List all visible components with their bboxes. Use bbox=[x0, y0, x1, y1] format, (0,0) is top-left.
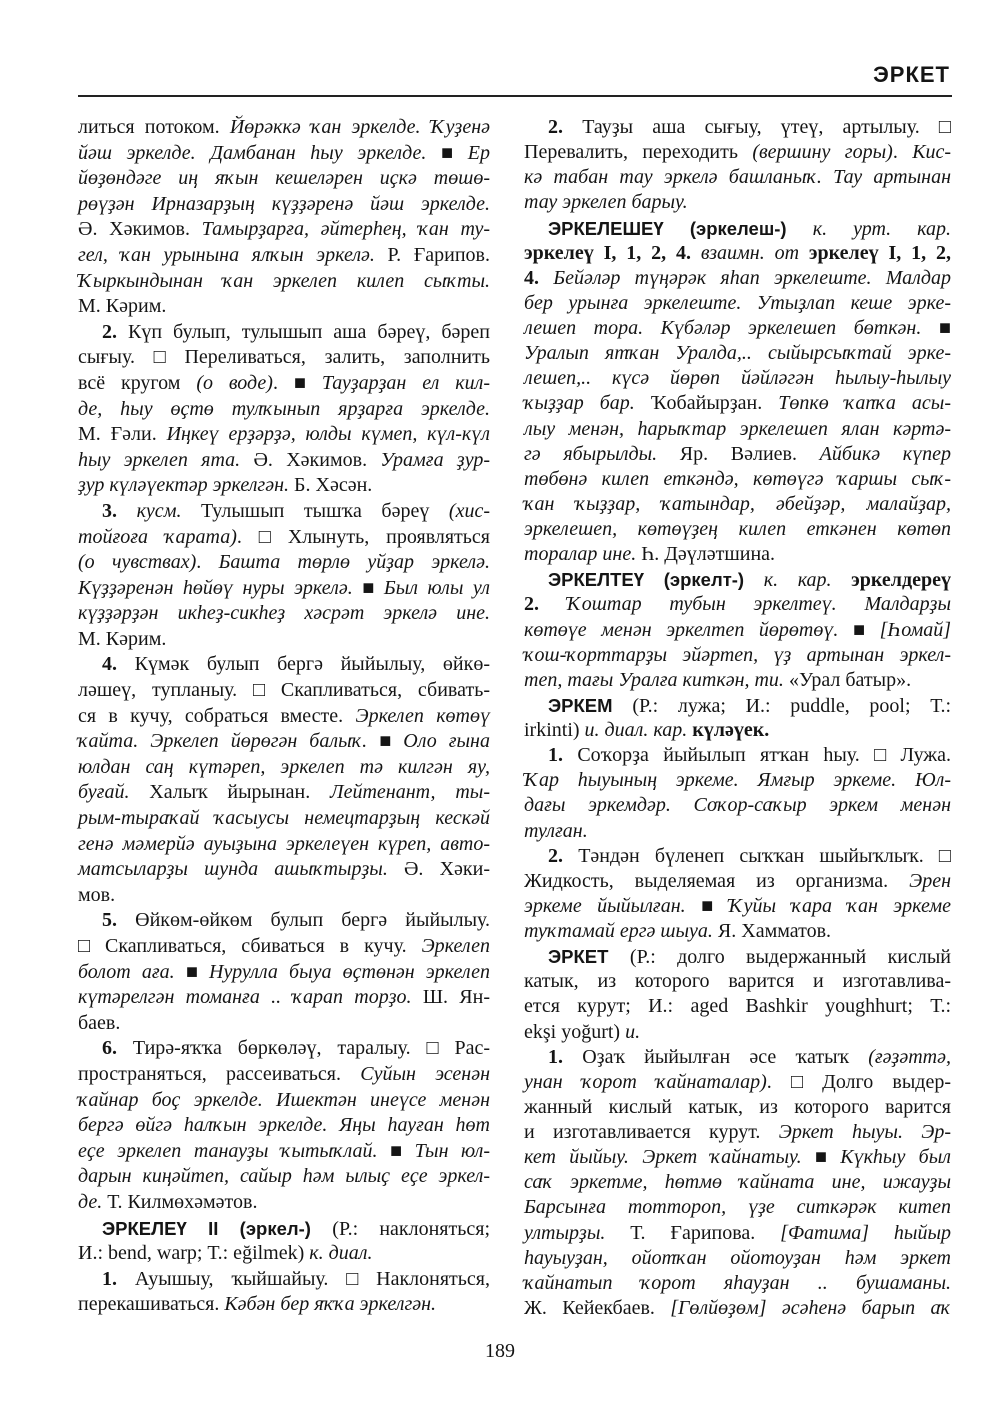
roman-text: М. Ғәли. bbox=[78, 423, 167, 446]
text-line bbox=[78, 1036, 490, 1062]
roman-text: Перевалить, переходить bbox=[524, 141, 753, 164]
text-line bbox=[524, 1095, 951, 1120]
italic-text: (хис- bbox=[448, 499, 490, 522]
text-line bbox=[78, 1190, 490, 1216]
italic-text: (вершину горы) bbox=[752, 141, 893, 164]
italic-text: [Һомай] bbox=[879, 618, 951, 641]
italic-text: (ғәҙәттә, bbox=[868, 1045, 952, 1068]
headword: ЭРКЕЛЕШЕҮ (эркелеш-) bbox=[548, 217, 813, 239]
italic-text: ҡан ҡыҙҙар, ҡатындар, әбейҙәр, малайҙар, bbox=[524, 492, 951, 515]
roman-text: (Р.: долго выдержанный кислый bbox=[629, 946, 951, 969]
italic-text: ҙур күләүектәр эркелгән. bbox=[78, 474, 295, 497]
text-line bbox=[78, 601, 490, 627]
roman-text: Тулышып тышҡа бәреү bbox=[201, 499, 449, 522]
text-line bbox=[78, 525, 490, 551]
italic-text: к. кар. bbox=[763, 569, 852, 592]
italic-text: (о чувствах) bbox=[78, 551, 197, 574]
text-line bbox=[78, 115, 490, 141]
roman-text: «Урал батыр». bbox=[788, 668, 912, 691]
headword: ЭРКЕЛТЕҮ (эркелт-) bbox=[548, 569, 764, 591]
italic-text: Суйын эсенән bbox=[360, 1062, 490, 1085]
text-line bbox=[78, 883, 490, 909]
text-line bbox=[78, 960, 490, 986]
roman-text: . □ Долго выдер- bbox=[766, 1070, 951, 1093]
roman-text: пространяться, рассеиваться. bbox=[78, 1062, 361, 1085]
roman-text: И.: bend, warp; Т.: eğilmek) bbox=[78, 1242, 310, 1265]
italic-text: дағы эркемдәр. Соҡор-саҡыр эркем менән bbox=[524, 794, 951, 817]
italic-text: ҡайта. Эркелеп йөрөгән балыҡ. bbox=[78, 730, 380, 753]
italic-text: лыу менән, һарыҡтар эркелешеп ялан кәртә- bbox=[524, 417, 951, 440]
italic-text: ҡайнар боҫ эркелде. Ишектән инеүсе менән bbox=[78, 1088, 490, 1111]
text-line bbox=[524, 1045, 951, 1070]
right-column bbox=[524, 115, 951, 1321]
roman-text: (Р.: наклоняться; bbox=[332, 1217, 490, 1240]
italic-text: саҡ эркетме, һөтмө ҡайната ине, ижауҙы bbox=[524, 1171, 951, 1194]
italic-text: и. bbox=[625, 1020, 641, 1043]
roman-text: М. Кәрим. bbox=[78, 295, 167, 318]
italic-text: юлдан саң күтәреп, эркелеп тә килгән яу, bbox=[78, 755, 490, 778]
italic-text: дарын киңәйтеп, сайыр һәм ылыҫ еҫе эркел- bbox=[78, 1165, 490, 1188]
text-line bbox=[78, 422, 490, 448]
text-line bbox=[78, 397, 490, 423]
dictionary-entry bbox=[524, 693, 951, 743]
roman-text: перекашиваться. bbox=[78, 1293, 225, 1316]
headword: ЭРКЕЛЕҮ II (эркел-) bbox=[102, 1217, 333, 1239]
roman-text: литься потоком. bbox=[78, 116, 230, 138]
dictionary-paragraph bbox=[524, 844, 951, 945]
dictionary-entry bbox=[524, 567, 951, 693]
text-line bbox=[524, 391, 951, 416]
text-line bbox=[524, 693, 951, 718]
italic-text: Бейәләр түңәрәк яһап эркелеште. Малдар bbox=[553, 266, 952, 289]
text-line bbox=[78, 243, 490, 269]
italic-text: һауыуҙан, ойотҡан ойотоуҙан һәм эркет bbox=[524, 1246, 951, 1269]
dictionary-paragraph bbox=[524, 1045, 951, 1321]
text-line bbox=[78, 1011, 490, 1037]
text-line bbox=[524, 1221, 951, 1246]
italic-text: гә ябырылды. bbox=[524, 442, 680, 465]
dictionary-entry bbox=[524, 944, 951, 1045]
roman-text: катык, из которого варится и изготавлива- bbox=[524, 970, 951, 993]
roman-text: ся в кучу, собраться вместе. bbox=[78, 704, 356, 727]
italic-text: туҡтамай ергә шыуа. bbox=[524, 920, 718, 942]
text-line bbox=[524, 793, 951, 818]
bold-text: 2. bbox=[524, 593, 567, 616]
roman-text: мов. bbox=[78, 883, 116, 906]
italic-text: Иңкеү ерҙәрҙә, юлды күмеп, күл-күл bbox=[166, 423, 490, 446]
bold-text: 1. bbox=[102, 1267, 135, 1290]
italic-text: торалар ине. bbox=[524, 543, 642, 566]
bold-text: 2. bbox=[548, 116, 583, 138]
roman-text: Оҙаҡ йыйылған әсе ҡатыҡ bbox=[582, 1045, 869, 1068]
roman-text: Халыҡ йырынан. bbox=[149, 781, 331, 804]
text-line bbox=[524, 140, 951, 165]
left-column bbox=[78, 115, 490, 1318]
italic-text: кусм. bbox=[136, 499, 202, 522]
roman-text: жанный кислый катык, из которого варится bbox=[524, 1095, 951, 1118]
italic-text: Уралып ятҡан Уралда,.. сыйырсыҡтай эрке- bbox=[524, 342, 951, 365]
roman-text: Күп булып, тулышып аша бәреү, бәреп bbox=[128, 320, 491, 343]
text-line bbox=[524, 542, 951, 567]
italic-text: Урамға ҙур- bbox=[380, 448, 490, 471]
roman-text: Тәндән бүленеп сыҡҡан шыйыҡлыҡ. □ bbox=[578, 844, 951, 867]
bold-text: 2. bbox=[102, 320, 129, 343]
italic-text: матсыларҙы шунда ашыҡтырҙы. bbox=[78, 858, 404, 881]
italic-text: Кәбән бер яҡҡа эркелгән. bbox=[224, 1293, 437, 1316]
roman-text: всё кругом bbox=[78, 371, 197, 394]
text-line bbox=[78, 166, 490, 192]
italic-text: бергә өйгә һалҡын эркелде. Яңы һауған һөт bbox=[78, 1114, 490, 1137]
roman-text: и изготавливается курут. bbox=[524, 1121, 779, 1143]
text-line bbox=[524, 492, 951, 517]
roman-text: Жидкость, выделяемая из организма. bbox=[524, 869, 910, 892]
text-line bbox=[524, 341, 951, 366]
text-line bbox=[78, 1139, 490, 1165]
italic-text: эркелешеп, көтөүҙең килеп еткәнен көтөп bbox=[524, 518, 951, 540]
italic-text: күтәрелгән томанға .. ҡарап торҙо. bbox=[78, 986, 423, 1009]
headword: ЭРКЕТ bbox=[548, 946, 630, 968]
text-line bbox=[78, 217, 490, 243]
roman-text: ләшеү, тупланыу. □ Скапливаться, сбивать- bbox=[78, 679, 490, 702]
italic-text: ултырҙы. bbox=[524, 1221, 631, 1244]
roman-text: Ә. Хәки- bbox=[403, 858, 490, 881]
roman-text: ■ bbox=[938, 317, 951, 339]
text-line bbox=[524, 567, 951, 592]
text-line bbox=[524, 442, 951, 467]
text-line bbox=[524, 366, 951, 391]
italic-text: Был юлы ул bbox=[383, 576, 490, 599]
roman-text: Күмәк булып бергә йыйылыу, өйкө- bbox=[134, 653, 490, 676]
text-line bbox=[524, 1070, 951, 1095]
bold-text: 1. bbox=[548, 1045, 583, 1068]
italic-text: рөүҙән Ирназарҙың күҙҙәренә йәш эркелде. bbox=[78, 192, 490, 215]
text-line bbox=[524, 969, 951, 994]
headword: ЭРКЕМ bbox=[548, 694, 633, 716]
italic-text: к. диал. bbox=[309, 1242, 373, 1265]
italic-text: йәш эркелде. Дамбанан һыу эркелде. bbox=[78, 141, 442, 164]
italic-text: ҡыҙҙар бар. bbox=[524, 392, 651, 415]
running-head: ЭРКЕТ bbox=[873, 62, 950, 87]
dictionary-paragraph bbox=[78, 908, 490, 1036]
roman-text: Ә. Хәкимов. bbox=[78, 218, 202, 241]
italic-text: Төпкө ҡапҡа асы- bbox=[778, 392, 952, 415]
text-line bbox=[524, 115, 951, 140]
italic-text: Күкһыу был bbox=[840, 1146, 951, 1169]
text-line bbox=[524, 1145, 951, 1170]
bold-text: 6. bbox=[102, 1037, 133, 1060]
roman-text: ■ bbox=[362, 576, 384, 599]
italic-text: Барсынға тоттороп, үҙе ситкәрәк китеп bbox=[524, 1196, 951, 1219]
bold-text: эркелдереү bbox=[851, 569, 952, 592]
text-line bbox=[524, 919, 951, 944]
text-line bbox=[524, 417, 951, 442]
roman-text: □ Скапливаться, сбиваться в кучу. bbox=[78, 935, 422, 957]
text-line bbox=[524, 668, 951, 693]
text-line bbox=[78, 192, 490, 218]
roman-text: ■ bbox=[814, 1146, 841, 1169]
text-line bbox=[524, 190, 951, 215]
text-line bbox=[524, 1170, 951, 1195]
text-line bbox=[78, 473, 490, 499]
text-line bbox=[524, 869, 951, 894]
text-line bbox=[78, 499, 490, 525]
italic-text: де. bbox=[78, 1190, 108, 1213]
text-line bbox=[78, 448, 490, 474]
text-line bbox=[78, 1267, 490, 1293]
roman-text: ■ bbox=[390, 1139, 415, 1162]
dictionary-paragraph bbox=[78, 499, 490, 653]
italic-text: [Гөлйөҙөм] әсәһенә барып аҡ bbox=[670, 1296, 952, 1319]
text-line bbox=[524, 944, 951, 969]
text-line bbox=[524, 291, 951, 316]
italic-text: Ҡуйы ҡара ҡан эркеме bbox=[728, 894, 952, 917]
italic-text: күҙҙәрҙән икһеҙ-сикһеҙ хәсрәт эркелә ине. bbox=[78, 602, 490, 625]
roman-text: Б. Хәсән. bbox=[294, 474, 373, 497]
roman-text: Соҡорҙа йыйылып ятҡан һыу. □ Лужа. bbox=[577, 744, 952, 767]
italic-text: Башта төрлө уйҙар эркелә. bbox=[218, 551, 491, 574]
text-line bbox=[78, 294, 490, 320]
bold-text: 5. bbox=[102, 909, 136, 932]
bold-text: 3. bbox=[102, 499, 137, 522]
roman-text: сығыу. □ Переливаться, залить, заполнить bbox=[78, 346, 490, 369]
italic-text: Оло ғына bbox=[403, 730, 490, 753]
italic-text: Тамырҙарға, әйтерһең, ҡан ту- bbox=[201, 218, 490, 241]
text-line bbox=[78, 1113, 490, 1139]
text-line bbox=[78, 1062, 490, 1088]
dictionary-paragraph bbox=[78, 320, 490, 499]
bold-text: 4. bbox=[102, 653, 135, 676]
text-line bbox=[524, 1296, 951, 1321]
text-line bbox=[78, 908, 490, 934]
italic-text: Ҡыркындынан ҡан эркелеп килеп сыҡты. bbox=[78, 269, 490, 292]
italic-text: генә мәмерйә ауыҙына эркелеүен күреп, авто- bbox=[78, 832, 490, 855]
italic-text: буғай. bbox=[78, 781, 150, 804]
text-line bbox=[78, 832, 490, 858]
text-line bbox=[78, 934, 490, 960]
dictionary-paragraph bbox=[78, 115, 490, 320]
text-line bbox=[78, 985, 490, 1011]
italic-text: де, һыу өҫтө тулҡынып ярҙарға эркелде. bbox=[78, 397, 490, 420]
text-line bbox=[78, 345, 490, 371]
text-line bbox=[524, 844, 951, 869]
text-line bbox=[524, 819, 951, 844]
dictionary-paragraph bbox=[78, 1036, 490, 1215]
text-line bbox=[78, 1164, 490, 1190]
italic-text: Нурулла быуа өҫтөнән эркелеп bbox=[209, 960, 490, 983]
text-line bbox=[524, 592, 951, 617]
bold-text: эркелеү I, 1, 2, bbox=[808, 241, 951, 264]
italic-text: бер урынға эркелеште. Утыҙлап кеше эрке- bbox=[524, 291, 951, 314]
italic-text: Тын юл- bbox=[414, 1139, 490, 1162]
bold-text: 2. bbox=[548, 844, 579, 867]
italic-text: тойғоға ҡарата) bbox=[78, 525, 237, 548]
bold-text: 4. bbox=[524, 266, 554, 289]
header-rule bbox=[78, 95, 952, 97]
italic-text: (о воде) bbox=[196, 371, 273, 394]
text-line bbox=[524, 517, 951, 542]
italic-text: ҡош-ҡорттарҙы эйәртеп, үҙ артынан эркел- bbox=[524, 643, 951, 666]
italic-text: көтөүе менән эркелтеп йөрөтөү. bbox=[524, 618, 853, 641]
italic-text: һыу эркелеп ята. bbox=[78, 448, 254, 471]
italic-text: Эркелеп көтөү bbox=[355, 704, 490, 727]
italic-text: и. диал. кар. bbox=[584, 719, 693, 741]
text-line bbox=[524, 768, 951, 793]
bold-text: эркелеү I, 1, 2, 4. bbox=[524, 241, 701, 264]
roman-text: ■ bbox=[185, 960, 210, 983]
dictionary-paragraph bbox=[524, 743, 951, 844]
text-line bbox=[524, 743, 951, 768]
text-line bbox=[78, 704, 490, 730]
roman-text: (Р.: лужа; И.: puddle, pool; Т.: bbox=[632, 694, 951, 717]
text-line bbox=[524, 241, 951, 266]
text-line bbox=[78, 1216, 490, 1242]
italic-text: Ҡар һыуының эркеме. Ямғыр эркеме. Юл- bbox=[524, 769, 951, 792]
italic-text: төбөнә килеп еткәндә, көтөүгә ҡаршы сыҡ- bbox=[524, 467, 951, 490]
roman-text: Ж. Кейекбаев. bbox=[524, 1296, 671, 1319]
roman-text: Р. Ғарипов. bbox=[387, 243, 490, 266]
italic-text: теп, тағы Уралға киткән, ти. bbox=[524, 668, 789, 691]
text-line bbox=[78, 729, 490, 755]
italic-text: взаимн. от bbox=[700, 241, 809, 264]
roman-text: Т. Килмөхәмәтов. bbox=[107, 1190, 258, 1213]
italic-text: Айбикә күпер bbox=[819, 442, 951, 465]
dictionary-paragraph bbox=[78, 652, 490, 908]
roman-text: Я. Хамматов. bbox=[717, 920, 832, 942]
text-line bbox=[524, 618, 951, 643]
text-line bbox=[78, 678, 490, 704]
italic-text: Ер bbox=[467, 141, 490, 164]
text-line bbox=[524, 316, 951, 341]
italic-text: тулған. bbox=[524, 819, 588, 842]
text-line bbox=[78, 627, 490, 653]
italic-text: лешеп,.. күсә йөрөп йәйләгән һылыу-һылыу bbox=[524, 367, 951, 390]
italic-text: унан ҡорот ҡайнаталар) bbox=[524, 1070, 767, 1093]
italic-text: Эрен bbox=[909, 869, 951, 892]
italic-text: кет йыйыу. Эркет ҡайнатыу. bbox=[524, 1146, 815, 1169]
roman-text: . bbox=[196, 551, 219, 574]
roman-text: ■ bbox=[441, 141, 468, 164]
text-line bbox=[78, 1241, 490, 1267]
text-line bbox=[78, 576, 490, 602]
roman-text: баев. bbox=[78, 1011, 121, 1034]
italic-text: йөҙөндәге иң яҡын кешеләрен иҫкә төшө- bbox=[78, 167, 490, 190]
italic-text: Лейтенант, ты- bbox=[330, 781, 490, 804]
roman-text: ■ bbox=[379, 730, 404, 753]
italic-text: еҫе эркелеп танауҙы ҡытыҡлай. bbox=[78, 1139, 391, 1162]
text-line bbox=[524, 1246, 951, 1271]
roman-text: . bbox=[892, 141, 913, 164]
roman-text: Ауышыу, ҡыйшайыу. □ Наклоняться, bbox=[134, 1267, 490, 1290]
text-line bbox=[524, 467, 951, 492]
text-line bbox=[524, 643, 951, 668]
text-line bbox=[78, 755, 490, 781]
text-line bbox=[78, 652, 490, 678]
dictionary-entry bbox=[524, 216, 951, 568]
roman-text: Тирә-яҡҡа бөркөләү, таралыу. □ Рас- bbox=[132, 1037, 490, 1060]
text-line bbox=[524, 1195, 951, 1220]
italic-text: Эркет һыуы. Эр- bbox=[778, 1121, 952, 1143]
italic-text: рым-тыраҡай ҡасыусы немецтарҙың кескәй bbox=[78, 807, 490, 830]
roman-text: Һ. Дәүләтшина. bbox=[641, 543, 776, 566]
text-line bbox=[78, 857, 490, 883]
dictionary-entry bbox=[78, 1216, 490, 1267]
italic-text: гел, ҡан урынына ялҡын эркелә. bbox=[78, 243, 388, 266]
page-number: 189 bbox=[485, 1340, 515, 1362]
roman-text: Яр. Вәлиев. bbox=[679, 442, 820, 465]
roman-text: . □ Хлынуть, проявляться bbox=[236, 525, 490, 548]
roman-text: Тауҙы аша сығыу, үтеү, артылыу. □ bbox=[582, 116, 952, 138]
text-line bbox=[524, 1020, 951, 1045]
text-line bbox=[524, 718, 951, 743]
roman-text: Ҡобайырҙан. bbox=[650, 392, 779, 415]
text-line bbox=[78, 1088, 490, 1114]
text-line bbox=[78, 806, 490, 832]
dictionary-paragraph bbox=[524, 115, 951, 216]
italic-text: Ҡоштар тубын эркелтеү. Малдарҙы bbox=[566, 593, 952, 616]
text-line bbox=[524, 266, 951, 291]
roman-text: Өйкөм-өйкөм булып бергә йыйылыу. bbox=[135, 909, 491, 932]
italic-text: к. урт. кар. bbox=[812, 217, 951, 240]
text-line bbox=[524, 1271, 951, 1296]
roman-text: Ә. Хәкимов. bbox=[253, 448, 381, 471]
italic-text: болот аға. bbox=[78, 960, 186, 983]
bold-text: күләүек. bbox=[692, 719, 770, 741]
roman-text: irkinti) bbox=[524, 719, 585, 741]
italic-text: Эркелеп bbox=[421, 935, 490, 957]
text-line bbox=[78, 141, 490, 167]
text-line bbox=[524, 1120, 951, 1145]
text-line bbox=[78, 320, 490, 346]
italic-text: Йөрәккә ҡан эркелде. Ҡуҙенә bbox=[229, 116, 490, 138]
italic-text: тау эркелеп барыу. bbox=[524, 191, 688, 214]
roman-text: ■ bbox=[701, 894, 729, 917]
text-line bbox=[78, 371, 490, 397]
text-line bbox=[524, 216, 951, 241]
roman-text: ется курут; И.: aged Bashkir youghhurt; Т.: bbox=[524, 995, 951, 1018]
text-line bbox=[524, 994, 951, 1019]
roman-text: . ■ bbox=[272, 371, 322, 394]
italic-text: кә табан тау эркелә башланыҡ. Тау артынан bbox=[524, 166, 951, 189]
text-line bbox=[78, 1292, 490, 1318]
text-line bbox=[78, 550, 490, 576]
text-line bbox=[524, 894, 951, 919]
italic-text: [Фатима] һыйыр bbox=[780, 1221, 951, 1244]
roman-text: Ш. Ян- bbox=[422, 986, 490, 1009]
text-line bbox=[524, 165, 951, 190]
italic-text: Кис- bbox=[912, 141, 952, 164]
text-line bbox=[78, 269, 490, 295]
roman-text: ■ bbox=[852, 618, 880, 641]
bold-text: 1. bbox=[548, 744, 578, 767]
text-line bbox=[78, 780, 490, 806]
roman-text: Т. Ғарипова. bbox=[630, 1221, 781, 1244]
dictionary-paragraph bbox=[78, 1267, 490, 1318]
italic-text: эркеме йыйылған. bbox=[524, 894, 702, 917]
italic-text: лешеп тора. Күбәләр эркелешеп бөткән. bbox=[524, 317, 939, 339]
italic-text: Тауҙарҙан ел кил- bbox=[321, 371, 490, 394]
italic-text: ҡайнатып ҡорот яһауҙан .. бушаманы. bbox=[524, 1271, 951, 1294]
roman-text: ekşi yoğurt) bbox=[524, 1020, 626, 1043]
roman-text: М. Кәрим. bbox=[78, 627, 167, 650]
italic-text: Күҙҙәренән һөйөү нуры эркелә. bbox=[78, 576, 363, 599]
